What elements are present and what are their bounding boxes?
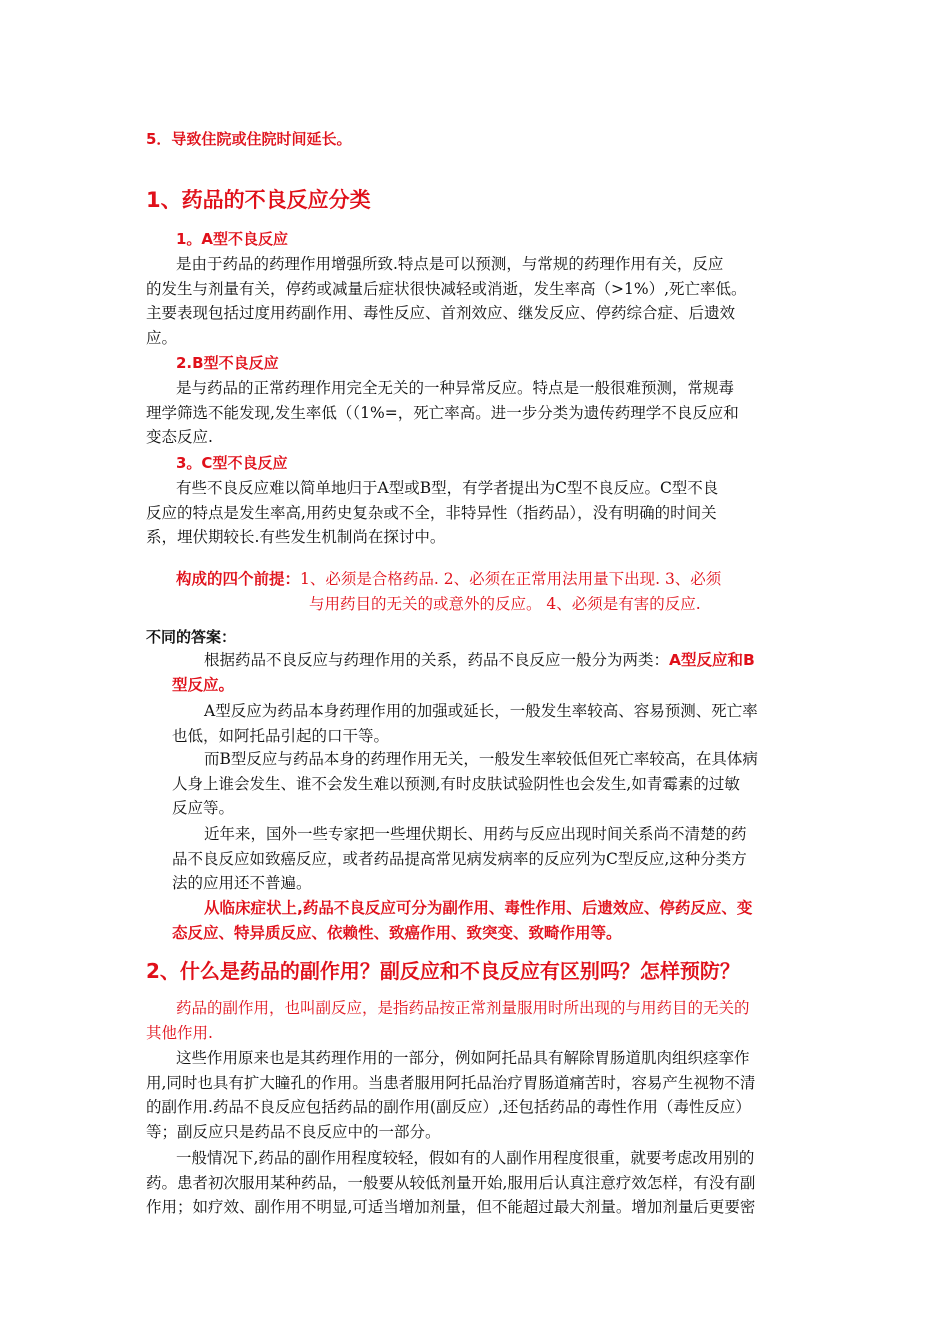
section2-paragraph-2 <box>146 1046 755 1144</box>
premise-block <box>176 567 721 616</box>
text-line: 系，埋伏期较长.有些发生机制尚在探讨中。 <box>146 528 446 547</box>
text-line: 用,同时也具有扩大瞳孔的作用。当患者服用阿托品治疗胃肠道痛苦时，容易产生视物不清 <box>146 1073 756 1092</box>
text-line: 态反应、特异质反应、依赖性、致癌作用、致突变、致畸作用等。 <box>172 923 622 942</box>
answers-p1-highlight: A型反应和B <box>669 651 755 669</box>
text-line: 反应的特点是发生率高,用药史复杂或不全，非特异性（指药品），没有明确的时间关 <box>146 503 717 522</box>
text-line: 主要表现包括过度用药副作用、毒性反应、首剂效应、继发反应、停药综合症、后遗效 <box>146 304 736 323</box>
text-line: 近年来，国外一些专家把一些埋伏期长、用药与反应出现时间关系尚不清楚的药 <box>204 825 747 843</box>
text-line: 而B型反应与药品本身的药理作用无关，一般发生率较低但死亡率较高，在具体病 <box>204 750 758 768</box>
text-line: 法的应用还不普遍。 <box>172 874 312 893</box>
text-line: 从临床症状上,药品不良反应可分为副作用、毒性作用、后遗效应、停药反应、变 <box>204 899 753 917</box>
type-a-title: 1。A型不良反应 <box>176 230 289 248</box>
type-c-paragraph <box>146 476 718 550</box>
text-line: 反应等。 <box>172 799 235 818</box>
text-line: 应。 <box>146 328 178 347</box>
text-line: 的发生与剂量有关，停药或减量后症状很快减轻或消逝，发生率高（>1%）,死亡率低。 <box>146 279 747 298</box>
type-b-paragraph <box>146 376 739 450</box>
text-line: 有些不良反应难以简单地归于A型或B型，有学者提出为C型不良反应。C型不良 <box>176 479 719 497</box>
type-a-paragraph <box>146 252 747 350</box>
answers-p1-text: 根据药品不良反应与药理作用的关系，药品不良反应一般分为两类： <box>204 651 670 669</box>
premise-line-1: 1、必须是合格药品. 2、必须在正常用法用量下出现. 3、必须 <box>300 570 722 588</box>
section1-title: 1、药品的不良反应分类 <box>146 188 371 212</box>
text-line: 这些作用原来也是其药理作用的一部分，例如阿托品具有解除胃肠道肌肉组织痉挛作 <box>176 1049 750 1067</box>
text-line: 一般情况下,药品的副作用程度较轻，假如有的人副作用程度很重，就要考虑改用别的 <box>176 1149 755 1167</box>
text-line: 的副作用.药品不良反应包括药品的副作用(副反应）,还包括药品的毒性作用（毒性反应） <box>146 1098 751 1117</box>
section2-definition <box>146 996 750 1045</box>
text-line: 等；副反应只是药品不良反应中的一部分。 <box>146 1122 441 1141</box>
text-line: 药品的副作用，也叫副反应，是指药品按正常剂量服用时所出现的与用药目的无关的 <box>176 999 750 1017</box>
text-line: A型反应为药品本身药理作用的加强或延长，一般发生率较高、容易预测、死亡率 <box>204 702 758 720</box>
text-line: 也低，如阿托品引起的口干等。 <box>172 726 390 745</box>
text-line: 人身上谁会发生、谁不会发生难以预测,有时皮肤试验阴性也会发生,如青霉素的过敏 <box>172 774 740 793</box>
text-line: 作用；如疗效、副作用不明显,可适当增加剂量，但不能超过最大剂量。增加剂量后更要密 <box>146 1198 756 1217</box>
answers-paragraph-4 <box>172 822 747 896</box>
answers-paragraph-1 <box>172 648 755 697</box>
section2-paragraph-3 <box>146 1146 755 1220</box>
premise-line-2: 与用药目的无关的或意外的反应。 4、必须是有害的反应. <box>309 594 701 613</box>
text-line: 是与药品的正常药理作用完全无关的一种异常反应。特点是一般很难预测，常规毒 <box>176 379 735 397</box>
text-line: 其他作用. <box>146 1023 213 1042</box>
text-line: 品不良反应如致癌反应，或者药品提高常见病发病率的反应列为C型反应,这种分类方 <box>172 849 747 868</box>
answers-title: 不同的答案： <box>146 628 237 646</box>
answers-paragraph-2 <box>172 699 758 748</box>
section2-title: 2、什么是药品的副作用？副反应和不良反应有区别吗？怎样预防？ <box>146 959 740 983</box>
answers-paragraph-3 <box>172 747 758 821</box>
type-c-title: 3。C型不良反应 <box>176 454 288 472</box>
text-line: 是由于药品的药理作用增强所致.特点是可以预测，与常规的药理作用有关，反应 <box>176 255 724 273</box>
item-5-hospitalization: 5．导致住院或住院时间延长。 <box>146 130 352 148</box>
premise-label: 构成的四个前提： <box>176 570 301 588</box>
answers-p1-line2: 型反应。 <box>172 675 235 694</box>
text-line: 药。患者初次服用某种药品，一般要从较低剂量开始,服用后认真注意疗效怎样，有没有副 <box>146 1173 756 1192</box>
type-b-title: 2.B型不良反应 <box>176 354 279 372</box>
answers-paragraph-5 <box>172 896 752 945</box>
text-line: 变态反应. <box>146 428 213 447</box>
text-line: 理学筛选不能发现,发生率低（（1%=，死亡率高。进一步分类为遗传药理学不良反应和 <box>146 403 739 422</box>
